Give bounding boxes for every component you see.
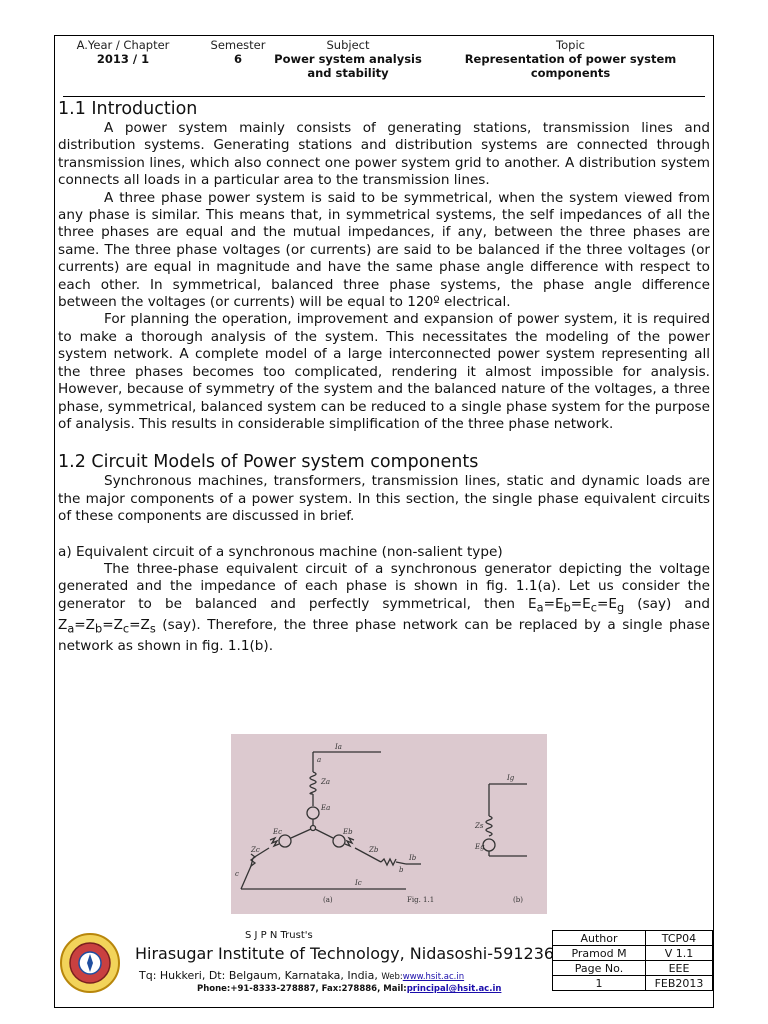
topic-label: Topic [556, 38, 585, 52]
paragraph: For planning the operation, improvement and expansion of power system, it is required to make a thorough analysis of the system. This necessitates the modeling of the power system network. A complete model of a large interconnected power system representing all the three phases becomes too complicated, rendering it almost impossible for analysis. However, because of symmetry of the system and the balanced nature of the voltages, a three phase, symmetrical, balanced system can be reduced to a single phase system for the purpose of analysis. This results in considerable simplification of the three phase network. [58, 311, 710, 432]
subject-label: Subject [326, 38, 370, 52]
figure-label: Eg [475, 843, 485, 851]
figure-sublabel-b: (b) [513, 896, 523, 904]
institute-address: Tq: Hukkeri, Dt: Belgaum, Karnataka, India, Web:www.hsit.ac.in [139, 969, 465, 982]
table-row [553, 961, 713, 976]
year-chapter-label: A.Year / Chapter [76, 38, 170, 52]
document-footer [55, 926, 713, 1009]
figure-label: a [317, 756, 322, 764]
paragraph: Synchronous machines, transformers, transmission lines, static and dynamic loads are the major components of a power system. In this section, the single phase equivalent circuits of these components are discussed in brief. [58, 473, 710, 525]
trust-name: S J P N Trust's [245, 930, 313, 941]
email-link[interactable]: principal@hsit.ac.in [406, 984, 502, 994]
figure-label: Ia [335, 743, 342, 751]
circuit-diagram [231, 734, 547, 914]
document-page [54, 35, 714, 1008]
figure-label: b [399, 866, 404, 874]
table-cell: Page No. [553, 961, 646, 976]
table-row [553, 946, 713, 961]
figure-label: Ec [273, 828, 283, 836]
table-cell: 1 [553, 976, 646, 991]
equation-e: $E_a=E_b=E_c=E_g$ [528, 595, 625, 615]
document-meta-table [552, 930, 713, 991]
table-cell: V 1.1 [646, 946, 713, 961]
subheading: a) Equivalent circuit of a synchronous machine (non-salient type) [58, 543, 503, 560]
figure-label: Za [321, 778, 331, 786]
document-body [58, 98, 710, 655]
section-heading-circuit-models: 1.2 Circuit Models of Power system components [58, 452, 479, 473]
equation-z: $Z_a=Z_b=Z_c=Z_s$ [58, 616, 156, 636]
figure-label: Zb [369, 846, 379, 854]
figure-label: Zc [251, 846, 260, 854]
figure-label: Zs [475, 822, 484, 830]
table-row [553, 976, 713, 991]
table-row [553, 931, 713, 946]
figure-label: Eb [343, 828, 353, 836]
institute-logo-icon [59, 932, 121, 994]
paragraph-with-equation: The three-phase equivalent circuit of a synchronous generator depicting the voltage generated and the impedance of each phase is shown in fig. 1.1(a). Let us consider the generator to be balanced and perfectly symmetrical, then $E_a=E_b=E_c=E_g$ (say) and $Z_a=Z_b=Z_c=Z_s$ (say). Therefore, the three phase network can be replaced by a single phase network as shown in fig. 1.1(b). [58, 560, 710, 654]
website-link[interactable]: www.hsit.ac.in [402, 972, 465, 982]
table-cell: Pramod M [553, 946, 646, 961]
semester-value: 6 [233, 52, 242, 66]
figure-caption: Fig. 1.1 [407, 896, 435, 904]
year-chapter-value: 2013 / 1 [96, 52, 150, 66]
contact-info: Phone:+91-8333-278887, Fax:278886, Mail:principal@hsit.ac.in [197, 984, 502, 994]
document-header [63, 38, 705, 97]
table-cell: FEB2013 [646, 976, 713, 991]
table-cell: Author [553, 931, 646, 946]
table-cell: EEE [646, 961, 713, 976]
figure-label: c [235, 870, 239, 878]
year-chapter-column [63, 38, 183, 66]
section-heading-introduction: 1.1 Introduction [58, 99, 198, 119]
figure-label: Ib [409, 854, 417, 862]
subject-value: Power system analysis and stability [274, 52, 422, 80]
institute-name: Hirasugar Institute of Technology, Nidasoshi-591236 [135, 944, 555, 963]
paragraph: A power system mainly consists of generating stations, transmission lines and distribution systems. Generating stations and distribution systems are connected through transmission lines, which also connect one power system grid to another. A distribution system connects all loads in a particular area to the transmission lines. [58, 120, 710, 189]
topic-column [433, 38, 708, 80]
figure-label: Ic [355, 879, 362, 887]
topic-value: Representation of power system components [464, 52, 677, 80]
paragraph: A three phase power system is said to be symmetrical, when the system viewed from any phase is similar. This means that, in symmetrical systems, the self impedances of all the three phases are equal and the mutual impedances, if any, between the three phases are same. The three phase voltages (or currents) are said to be balanced if the three voltages (or currents) are equal in magnitude and have the same phase angle difference with respect to each other. In symmetrical, balanced three phase systems, the phase angle difference between the voltages (or currents) will be equal to 120º electrical. [58, 189, 710, 311]
table-cell: TCP04 [646, 931, 713, 946]
figure-sublabel-a: (a) [323, 896, 333, 904]
figure-1-1 [231, 734, 547, 914]
semester-label: Semester [210, 38, 266, 52]
subject-column [273, 38, 423, 80]
figure-label: Ea [321, 804, 331, 812]
figure-label: Ig [507, 774, 515, 782]
